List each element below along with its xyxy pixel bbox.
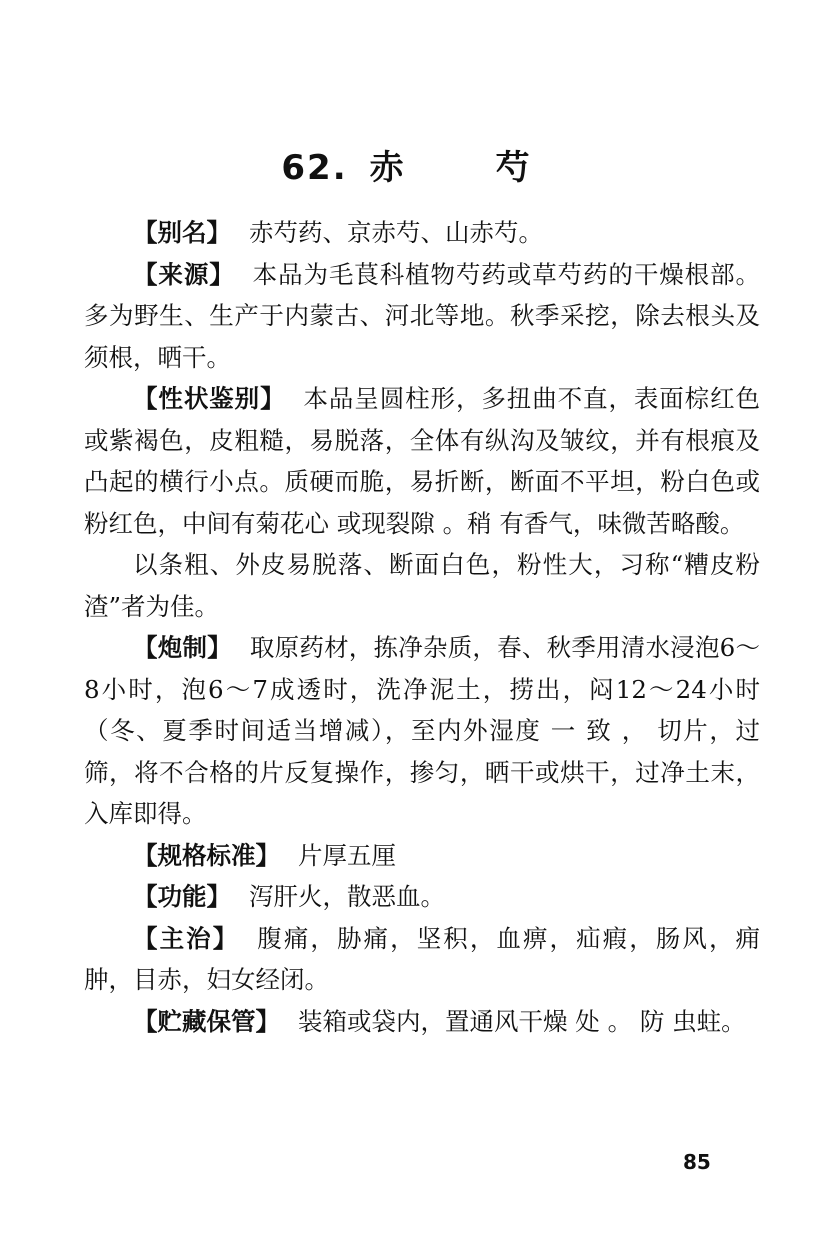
section-alias — [84, 212, 760, 254]
section-text: 腹痛，胁痛，坚积，血痹，疝瘕，肠风，痈肿，目赤，妇女经闭。 — [84, 923, 761, 994]
section-text: 本品为毛茛科植物芍药或草芍药的干燥根部。多为野生、生产于内蒙古、河北等地。秋季采挖，除去根头及须根，晒干。 — [84, 259, 761, 372]
section-label: 【别名】 — [133, 218, 231, 247]
section-label: 【来源】 — [133, 259, 235, 289]
section-label: 【贮藏保管】 — [133, 1006, 280, 1036]
section-text: 赤芍药、京赤芍、山赤芍。 — [249, 218, 543, 247]
section-source — [84, 254, 760, 379]
section-identification — [84, 378, 760, 544]
title-number: 62. — [281, 148, 348, 188]
page-number: 85 — [683, 1150, 711, 1174]
section-specification — [84, 835, 760, 877]
section-text: 以条粗、外皮易脱落、断面白色，粉性大，习称“糟皮粉渣”者为佳。 — [84, 550, 760, 621]
section-processing — [84, 627, 760, 835]
section-text: 片厚五厘 — [298, 840, 396, 870]
title-char-1: 赤 — [369, 148, 406, 188]
section-text: 取原药材，拣净杂质，春、秋季用清水浸泡6～8小时，泡6～7成透时，洗净泥土，捞出，闷12～24小时（冬、夏季时间适当增减），至内外湿度 一 致 ， 切片，过筛，将不合格的片反复操作，掺匀，晒干或烘干，过净土末，入库即得。 — [84, 633, 760, 828]
section-label: 【性状鉴别】 — [133, 384, 286, 413]
section-quality-note — [84, 544, 760, 627]
section-text: 装箱或袋内，置通风干燥 处 。 防 虫蛀。 — [298, 1006, 746, 1036]
document-body — [84, 212, 760, 1042]
section-storage — [84, 1001, 760, 1043]
section-label: 【炮制】 — [133, 633, 232, 662]
section-function — [84, 876, 760, 918]
section-text: 本品呈圆柱形，多扭曲不直，表面棕红色或紫褐色，皮粗糙，易脱落，全体有纵沟及皱纹，并有根痕及凸起的横行小点。质硬而脆，易折断，断面不平坦，粉白色或粉红色，中间有菊花心 或现裂隙 。稍 有香气，味微苦略酸。 — [84, 384, 761, 538]
section-indications — [84, 918, 760, 1001]
section-label: 【功能】 — [133, 882, 231, 911]
section-label: 【规格标准】 — [133, 840, 280, 870]
title-char-2: 芍 — [495, 148, 532, 188]
section-label: 【主治】 — [133, 923, 240, 953]
section-text: 泻肝火，散恶血。 — [249, 882, 445, 911]
page-title — [0, 140, 813, 189]
